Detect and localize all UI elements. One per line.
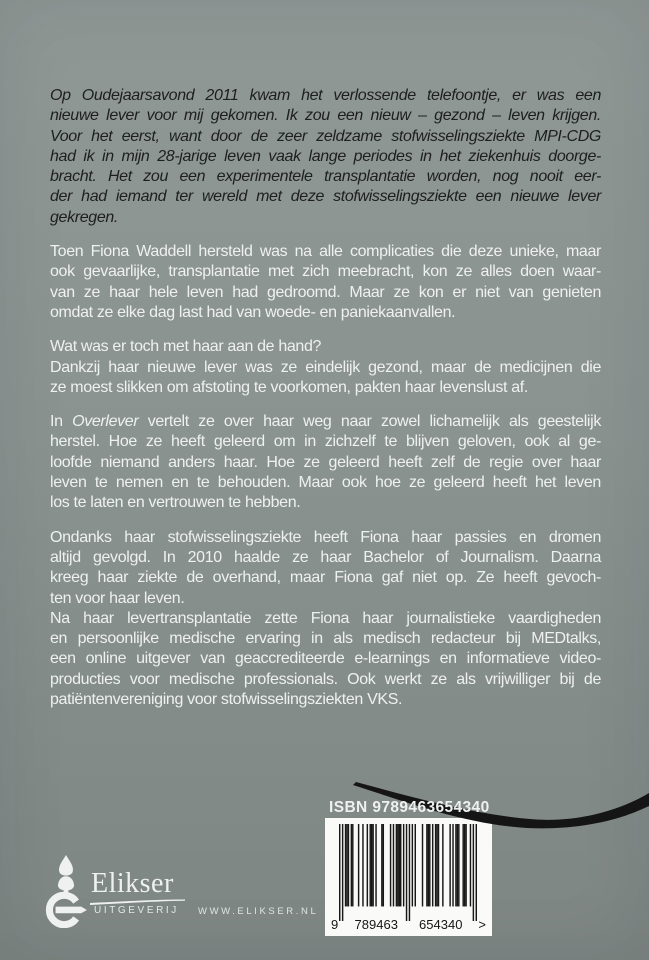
text-line: der had iemand ter wereld met deze stofwisselingsziekte een nieuwe lever <box>50 188 601 206</box>
text-line: Dankzij haar nieuwe lever was ze eindelijk gezond, maar de medicijnen die <box>50 358 601 376</box>
paragraph-book <box>50 412 601 513</box>
text-line: had ik in mijn 28-jarige leven vaak lange periodes in het ziekenhuis doorge- <box>50 147 601 165</box>
barcode-digits <box>331 916 486 932</box>
intro-paragraph <box>50 86 601 228</box>
publisher-tagline: UITGEVERIJ <box>94 905 179 916</box>
text-line: gekregen. <box>50 208 119 226</box>
text-line: loofde niemand anders haar. Hoe ze geleerd heeft zelf de regie over haar <box>50 453 601 471</box>
text-line: patiëntenvereniging voor stofwisselingsziekten VKS. <box>50 691 403 709</box>
text-line: omdat ze elke dag last had van woede- en paniekaanvallen. <box>50 303 456 321</box>
text-line: een online uitgever van geaccrediteerde e-learnings en informatieve video- <box>50 650 601 668</box>
text-line: ze moest slikken om afstoting te voorkomen, pakten haar levenslust af. <box>50 378 528 396</box>
publisher-logo <box>45 852 345 947</box>
text-line: Toen Fiona Waddell hersteld was na alle complicaties die deze unieke, maar <box>50 243 601 261</box>
text-line: van ze haar hele leven had gedroomd. Maar ze kon er niet van genieten <box>50 283 601 301</box>
barcode-digit-group-2: 654340 <box>419 917 463 932</box>
text-line: leven te nemen en te behouden. Maar ook hoe ze geleerd heeft het leven <box>50 474 601 492</box>
text-line: ten voor haar leven. <box>50 589 185 607</box>
barcode-digit-group-1: 789463 <box>354 917 398 932</box>
elikser-lamp-icon <box>45 854 87 928</box>
paragraph-recovery <box>50 242 601 323</box>
paragraph-bio <box>50 528 601 711</box>
text-line: altijd gevolgd. In 2010 haalde ze haar Bachelor of Journalism. Daarna <box>50 548 601 566</box>
paragraph-question <box>50 337 601 398</box>
barcode-arrow: > <box>478 917 486 932</box>
text-line: ook gevaarlijke, transplantatie met zich meebracht, kon ze alles doen waar- <box>50 263 601 281</box>
text-line: en persoonlijke medische ervaring in als medisch redacteur bij MEDtalks, <box>50 630 601 648</box>
text-line: Voor het eerst, want door de zeer zeldzame stofwisselingsziekte MPI-CDG <box>50 127 601 145</box>
swoosh-curve <box>0 765 649 845</box>
blurb <box>50 86 601 710</box>
text-line: producties voor medische professionals. Ook werkt ze als vrijwilliger bij de <box>50 670 601 688</box>
text-line: nieuwe lever voor mij gekomen. Ik zou een nieuw – gezond – leven krijgen. <box>50 107 601 125</box>
barcode-digit-leading: 9 <box>331 917 339 932</box>
text-line: kreeg haar ziekte de overhand, maar Fiona gaf niet op. Ze heeft gevoch- <box>50 569 601 587</box>
text-line: Op Oudejaarsavond 2011 kwam het verlossende telefoontje, er was een <box>50 87 601 104</box>
text-line: Wat was er toch met haar aan de hand? <box>50 338 322 356</box>
isbn-label: ISBN 9789463654340 <box>329 799 490 816</box>
publisher-name: Elikser <box>91 868 174 899</box>
text-line: herstel. Hoe ze heeft geleerd om in zichzelf te blijven geloven, ook al ge- <box>50 433 601 451</box>
text-line: los te laten en vertrouwen te hebben. <box>50 494 301 512</box>
text-line: Ondanks haar stofwisselingsziekte heeft Fiona haar passies en dromen <box>50 528 601 546</box>
text-line: Na haar levertransplantatie zette Fiona haar journalistieke vaardigheden <box>50 609 601 627</box>
text-line: In Overlever vertelt ze over haar weg naar zowel lichamelijk als geestelijk <box>50 413 601 431</box>
publisher-website: WWW.ELIKSER.NL <box>198 906 319 917</box>
text-line: bracht. Het zou een experimentele transplantatie worden, nog nooit eer- <box>50 168 601 186</box>
